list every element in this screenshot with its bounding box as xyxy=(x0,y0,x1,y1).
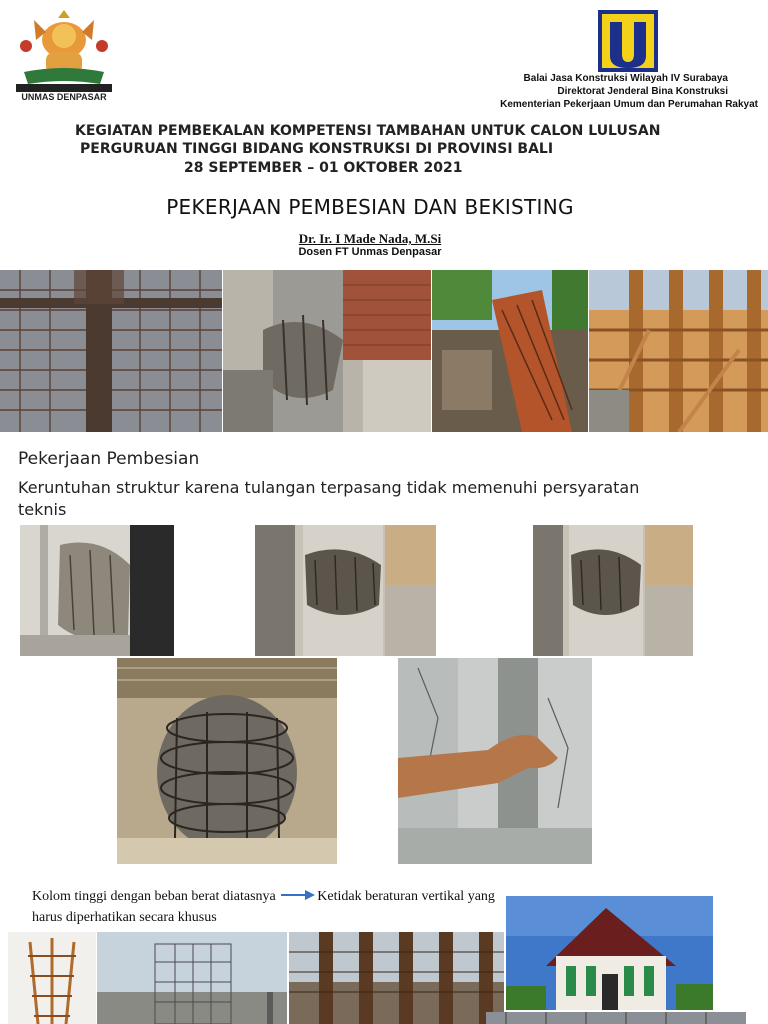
photo-failure-3 xyxy=(533,525,693,656)
page-title: PEKERJAAN PEMBESIAN DAN BEKISTING xyxy=(166,195,574,219)
photo-failure-2 xyxy=(255,525,436,656)
photo-cracked-column-hand xyxy=(398,658,592,864)
photo-collapsed-building xyxy=(432,270,588,432)
photo-failed-column xyxy=(223,270,431,432)
event-line-1: KEGIATAN PEMBEKALAN KOMPETENSI TAMBAHAN UNTUK CALON LULUSAN xyxy=(75,123,661,139)
section-subtitle: Keruntuhan struktur karena tulangan terpasang tidak memenuhi persyaratan teknis xyxy=(18,478,640,519)
pu-logo xyxy=(598,10,658,72)
section-heading: Pekerjaan Pembesian xyxy=(18,449,200,469)
event-line-3: 28 SEPTEMBER – 01 OKTOBER 2021 xyxy=(184,160,463,176)
institution-block xyxy=(500,72,758,111)
photo-rebar-column-cage xyxy=(8,932,96,1024)
arrow-right-icon xyxy=(281,886,315,907)
event-line-2: PERGURUAN TINGGI BIDANG KONSTRUKSI DI PROVINSI BALI xyxy=(80,141,554,157)
photo-rebar-slab xyxy=(0,270,222,432)
unmas-logo-label: UNMAS DENPASAR xyxy=(21,92,107,102)
caption xyxy=(32,886,502,928)
photo-failure-1 xyxy=(20,525,174,656)
photo-exposed-cage xyxy=(117,658,337,864)
photo-building-facade xyxy=(506,896,713,1010)
institution-line: Kementerian Pekerjaan Umum dan Perumahan Rakyat xyxy=(500,99,758,110)
institution-line: Direktorat Jenderal Bina Konstruksi xyxy=(557,86,728,97)
author-name: Dr. Ir. I Made Nada, M.Si xyxy=(298,231,442,246)
photo-tall-scaffold xyxy=(97,932,287,1024)
author-role: Dosen FT Unmas Denpasar xyxy=(298,246,442,258)
caption-part-2: Ketidak beraturan vertikal yang harus diperhatikan secara khusus xyxy=(32,889,495,926)
caption-part-1: Kolom tinggi dengan beban berat diatasnya xyxy=(32,889,276,904)
photo-formwork xyxy=(589,270,768,432)
photo-column-rebar-site xyxy=(289,932,504,1024)
institution-line: Balai Jasa Konstruksi Wilayah IV Surabaya xyxy=(523,73,728,84)
unmas-logo xyxy=(6,10,122,104)
photo-bottom-partial xyxy=(486,1012,746,1024)
